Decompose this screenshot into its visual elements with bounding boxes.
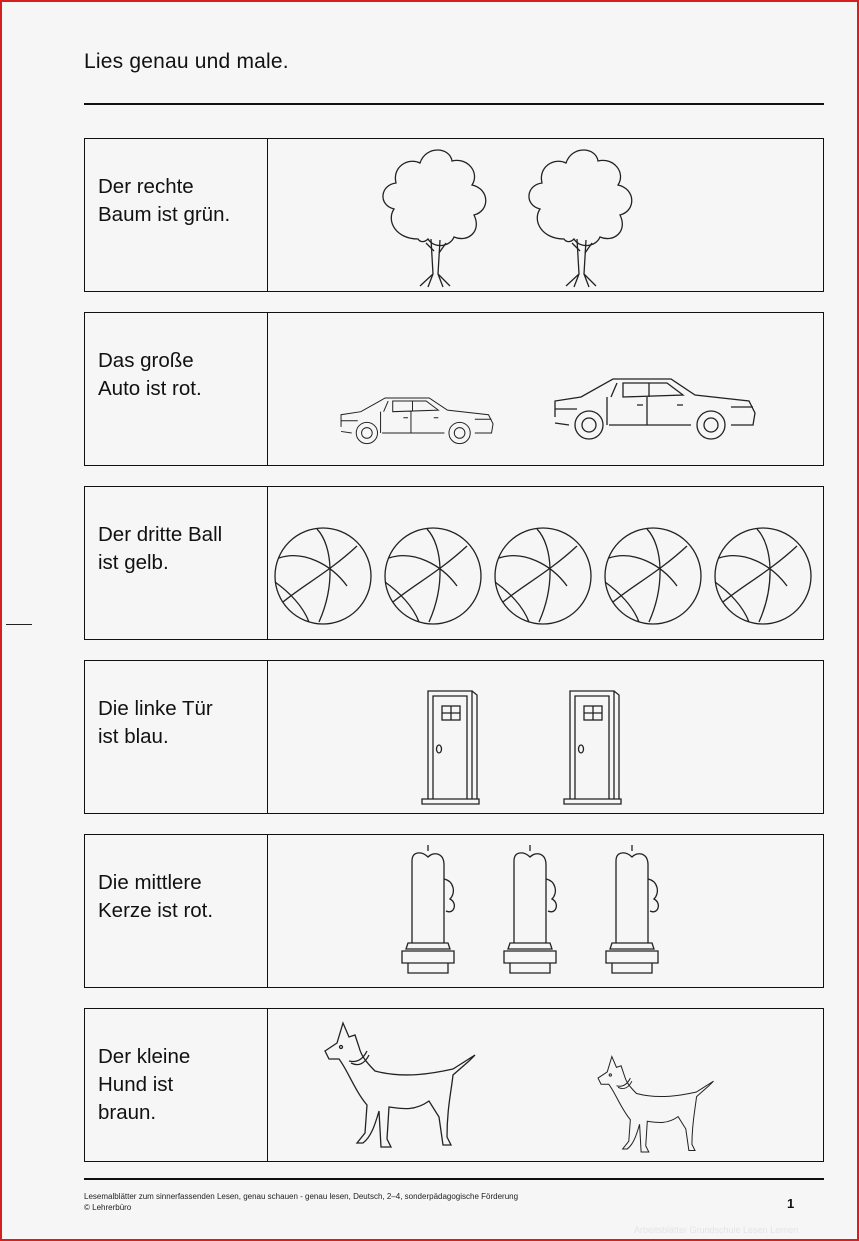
task-dogs bbox=[84, 1008, 824, 1162]
task-text bbox=[85, 661, 268, 813]
task-text bbox=[85, 1009, 268, 1161]
task-text bbox=[85, 313, 268, 465]
task-text bbox=[85, 835, 268, 987]
task-text bbox=[85, 487, 268, 639]
tree-icon bbox=[383, 150, 486, 287]
candle-icon bbox=[402, 845, 454, 973]
car-pair bbox=[268, 313, 823, 464]
page-number: 1 bbox=[787, 1196, 795, 1211]
task-text-line: Der rechte bbox=[98, 175, 194, 198]
watermark: Arbeitsblätter Grundschule Lesen Lernen bbox=[634, 1225, 799, 1235]
task-text-line: Die linke Tür bbox=[98, 697, 213, 720]
task-text-line: Kerze ist rot. bbox=[98, 899, 214, 922]
task-balls bbox=[84, 486, 824, 640]
bottom-rule bbox=[84, 1178, 824, 1180]
top-rule bbox=[84, 103, 824, 105]
tree-pair bbox=[268, 139, 823, 290]
footer bbox=[84, 1191, 518, 1213]
task-text bbox=[85, 139, 268, 291]
task-text-line: Der kleine bbox=[98, 1045, 191, 1068]
volleyball-icon bbox=[715, 528, 811, 624]
task-text-line: Hund ist bbox=[98, 1073, 174, 1096]
task-text-line: ist gelb. bbox=[98, 551, 169, 574]
dog-icon bbox=[598, 1057, 714, 1152]
task-text-line: Baum ist grün. bbox=[98, 203, 231, 226]
task-trees bbox=[84, 138, 824, 292]
dog-icon bbox=[325, 1023, 475, 1147]
instruction-heading: Lies genau und male. bbox=[84, 50, 289, 73]
task-doors bbox=[84, 660, 824, 814]
footer-copyright: © Lehrerbüro bbox=[84, 1203, 132, 1212]
car-icon bbox=[555, 379, 755, 439]
task-text-line: braun. bbox=[98, 1101, 157, 1124]
volleyball-icon bbox=[605, 528, 701, 624]
volleyball-icon bbox=[275, 528, 371, 624]
footer-source: Lesemalblätter zum sinnerfassenden Lesen, genau schauen - genau lesen, Deutsch, 2–4, sonderpädagogische Förderung bbox=[84, 1192, 519, 1201]
task-cars bbox=[84, 312, 824, 466]
task-text-line: Die mittlere bbox=[98, 871, 202, 894]
ball-row bbox=[268, 487, 823, 638]
margin-mark bbox=[6, 624, 32, 625]
volleyball-icon bbox=[495, 528, 591, 624]
candle-icon bbox=[606, 845, 658, 973]
task-text-line: Der dritte Ball bbox=[98, 523, 223, 546]
door-pair bbox=[268, 661, 823, 812]
candle-icon bbox=[504, 845, 556, 973]
tree-icon bbox=[529, 150, 632, 287]
task-text-line: Auto ist rot. bbox=[98, 377, 202, 400]
dog-pair bbox=[268, 1009, 823, 1160]
task-candles bbox=[84, 834, 824, 988]
door-icon bbox=[422, 691, 479, 804]
task-text-line: Das große bbox=[98, 349, 194, 372]
candle-row bbox=[268, 835, 823, 986]
car-icon bbox=[341, 398, 493, 444]
door-icon bbox=[564, 691, 621, 804]
task-text-line: ist blau. bbox=[98, 725, 169, 748]
volleyball-icon bbox=[385, 528, 481, 624]
